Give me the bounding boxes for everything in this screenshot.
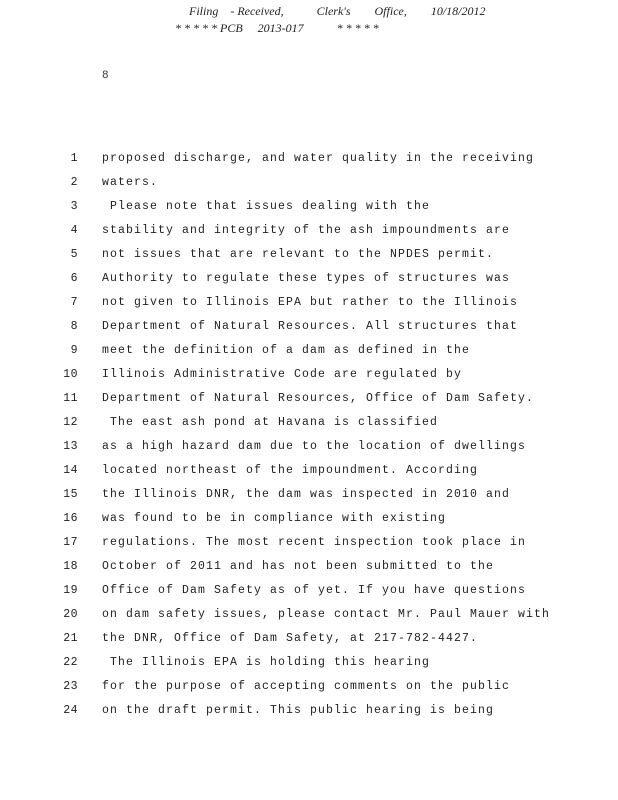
line-number: 8	[70, 320, 78, 333]
line-text: for the purpose of accepting comments on the public	[102, 680, 511, 693]
line-text: on dam safety issues, please contact Mr. Paul Mauer with	[102, 608, 551, 621]
line-number: 9	[70, 344, 78, 357]
line-text: stability and integrity of the ash impoundments are	[102, 224, 511, 237]
filing-stamp-line-1: Filing - Received, Clerk's Office, 10/18/2012	[189, 4, 486, 18]
line-number: 19	[63, 584, 78, 597]
line-text: not issues that are relevant to the NPDES permit.	[102, 248, 495, 261]
transcript-line	[0, 224, 600, 240]
transcript-line	[0, 608, 600, 624]
line-number: 24	[63, 704, 78, 717]
transcript-line	[0, 584, 600, 600]
line-number: 2	[70, 176, 78, 189]
line-text: the DNR, Office of Dam Safety, at 217-782-4427.	[102, 632, 479, 645]
transcript-line	[0, 560, 600, 576]
line-text: waters.	[102, 176, 159, 189]
transcript-line	[0, 464, 600, 480]
transcript-line	[0, 152, 600, 168]
transcript-line	[0, 176, 600, 192]
line-text: Department of Natural Resources, Office of Dam Safety.	[102, 392, 535, 405]
line-text: Office of Dam Safety as of yet. If you have questions	[102, 584, 527, 597]
transcript-line	[0, 272, 600, 288]
transcript-line	[0, 296, 600, 312]
line-text: October of 2011 and has not been submitted to the	[102, 560, 495, 573]
transcript-line	[0, 704, 600, 720]
line-text: meet the definition of a dam as defined in the	[102, 344, 471, 357]
line-number: 21	[63, 632, 78, 645]
line-text: on the draft permit. This public hearing is being	[102, 704, 495, 717]
line-number: 18	[63, 560, 78, 573]
line-text: was found to be in compliance with existing	[102, 512, 447, 525]
transcript-line	[0, 656, 600, 672]
transcript-line	[0, 320, 600, 336]
transcript-line	[0, 512, 600, 528]
line-number: 11	[63, 392, 78, 405]
line-text: located northeast of the impoundment. According	[102, 464, 479, 477]
line-number: 23	[63, 680, 78, 693]
line-number: 13	[63, 440, 78, 453]
transcript-line	[0, 368, 600, 384]
line-number: 12	[63, 416, 78, 429]
line-text: as a high hazard dam due to the location of dwellings	[102, 440, 527, 453]
transcript-line	[0, 392, 600, 408]
transcript-line	[0, 536, 600, 552]
line-number: 15	[63, 488, 78, 501]
line-text: not given to Illinois EPA but rather to the Illinois	[102, 296, 519, 309]
line-number: 3	[70, 200, 78, 213]
line-text: Authority to regulate these types of structures was	[102, 272, 511, 285]
line-text: proposed discharge, and water quality in the receiving	[102, 152, 535, 165]
line-text: Department of Natural Resources. All structures that	[102, 320, 519, 333]
line-number: 20	[63, 608, 78, 621]
line-number: 16	[63, 512, 78, 525]
line-text: The east ash pond at Havana is classified	[102, 416, 439, 429]
transcript-line	[0, 632, 600, 648]
page-number: 8	[102, 70, 109, 82]
line-number: 6	[70, 272, 78, 285]
transcript-line	[0, 488, 600, 504]
transcript-line	[0, 248, 600, 264]
transcript-line	[0, 416, 600, 432]
line-number: 1	[70, 152, 78, 165]
line-text: Illinois Administrative Code are regulated by	[102, 368, 463, 381]
line-text: The Illinois EPA is holding this hearing	[102, 656, 431, 669]
transcript-line	[0, 344, 600, 360]
transcript-line	[0, 200, 600, 216]
line-number: 10	[63, 368, 78, 381]
line-text: regulations. The most recent inspection took place in	[102, 536, 527, 549]
line-text: the Illinois DNR, the dam was inspected in 2010 and	[102, 488, 511, 501]
line-text: Please note that issues dealing with the	[102, 200, 431, 213]
line-number: 22	[63, 656, 78, 669]
line-number: 17	[63, 536, 78, 549]
transcript-line	[0, 440, 600, 456]
filing-stamp-line-2: * * * * * PCB 2013-017 * * * * *	[175, 21, 379, 35]
line-number: 4	[70, 224, 78, 237]
line-number: 7	[70, 296, 78, 309]
transcript-line	[0, 680, 600, 696]
line-number: 5	[70, 248, 78, 261]
line-number: 14	[63, 464, 78, 477]
